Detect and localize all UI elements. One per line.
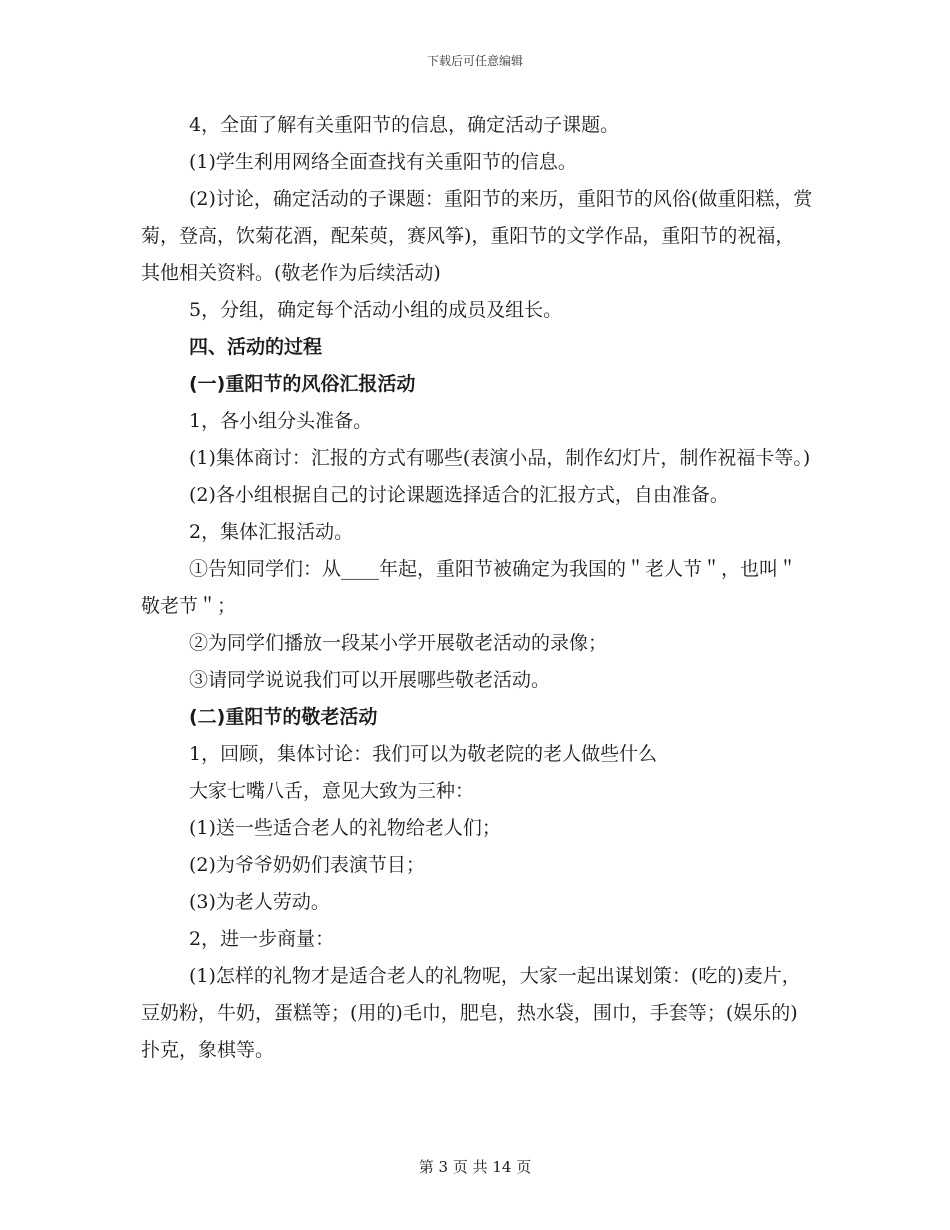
paragraph: 2，集体汇报活动。 xyxy=(189,521,354,543)
paragraph: 5，分组，确定每个活动小组的成员及组长。 xyxy=(189,299,563,321)
paragraph: (1)送一些适合老人的礼物给老人们； xyxy=(189,817,501,839)
section-heading: 四、活动的过程 xyxy=(189,336,323,358)
paragraph: ③请同学说说我们可以开展哪些敬老活动。 xyxy=(189,669,551,691)
header-note: 下载后可任意编辑 xyxy=(426,54,523,68)
paragraph: ①告知同学们：从____年起，重阳节被确定为我国的＂老人节＂，也叫＂敬老节＂； xyxy=(141,558,798,617)
paragraph: (2)讨论，确定活动的子课题：重阳节的来历，重阳节的风俗(做重阳糕，赏菊，登高，饮菊花酒，配茱萸，赛风筝)，重阳节的文学作品，重阳节的祝福，其他相关资料。(敬老作为后续活动) xyxy=(141,188,813,284)
subsection-heading: (二)重阳节的敬老活动 xyxy=(189,706,378,728)
paragraph: (2)各小组根据自己的讨论课题选择适合的汇报方式，自由准备。 xyxy=(189,484,729,506)
paragraph: 2，进一步商量： xyxy=(189,928,335,950)
paragraph: (1)怎样的礼物才是适合老人的礼物呢，大家一起出谋划策：(吃的)麦片，豆奶粉，牛奶，蛋糕等；(用的)毛巾，肥皂，热水袋，围巾，手套等；(娱乐的)扑克，象棋等。 xyxy=(141,965,801,1061)
paragraph: 1，各小组分头准备。 xyxy=(189,410,373,432)
paragraph: (1)集体商讨：汇报的方式有哪些(表演小品，制作幻灯片，制作祝福卡等。) xyxy=(189,447,811,469)
paragraph: ②为同学们播放一段某小学开展敬老活动的录像； xyxy=(189,632,608,654)
paragraph: 大家七嘴八舌，意见大致为三种： xyxy=(189,780,475,802)
page-number: 第 3 页 共 14 页 xyxy=(418,1158,532,1176)
paragraph: (2)为爷爷奶奶们表演节目； xyxy=(189,854,425,876)
paragraph: 1，回顾，集体讨论：我们可以为敬老院的老人做些什么 xyxy=(189,743,658,765)
subsection-heading: (一)重阳节的风俗汇报活动 xyxy=(189,373,416,395)
paragraph: (3)为老人劳动。 xyxy=(189,891,330,913)
paragraph: (1)学生利用网络全面查找有关重阳节的信息。 xyxy=(189,151,577,173)
paragraph: 4，全面了解有关重阳节的信息，确定活动子课题。 xyxy=(189,114,620,136)
document-body xyxy=(141,107,813,1069)
